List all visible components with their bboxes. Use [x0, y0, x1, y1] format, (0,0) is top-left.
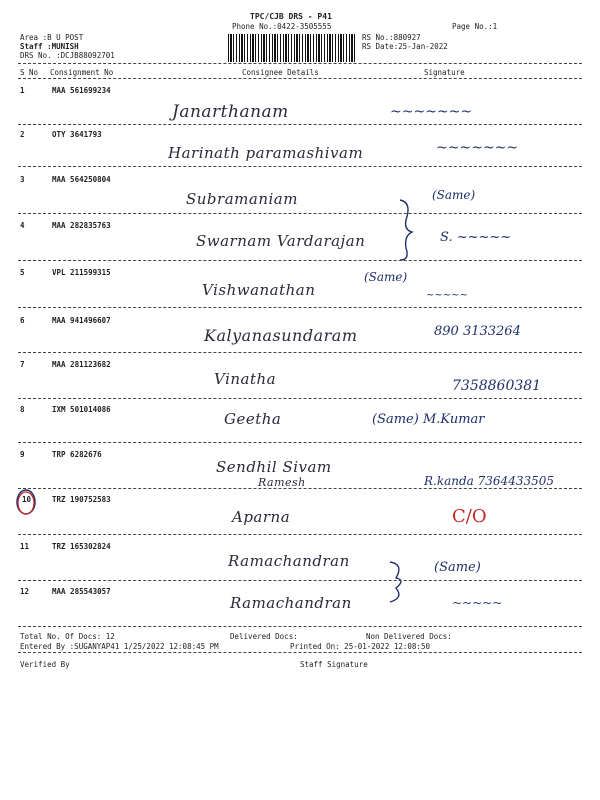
row-sno: 8: [20, 405, 25, 414]
consignee-name: Ramachandran: [228, 552, 350, 570]
divider: [18, 580, 582, 581]
row-sno: 1: [20, 86, 25, 95]
col-consignment: Consignment No: [50, 68, 114, 77]
bracket-mark: [386, 558, 416, 608]
row-sno: 9: [20, 450, 25, 459]
row-consignment: MAA 282835763: [52, 221, 111, 230]
consignee-name: Vishwanathan: [202, 281, 316, 299]
delivered-docs: Delivered Docs:: [230, 632, 298, 641]
row-sno: 4: [20, 221, 25, 230]
divider: [18, 166, 582, 167]
row-sno: 11: [20, 542, 30, 551]
consignee-name: Sendhil Sivam: [216, 458, 332, 476]
consignee-name: Vinatha: [214, 370, 277, 388]
row-sno: 3: [20, 175, 25, 184]
consignee-name: Geetha: [224, 410, 282, 428]
non-delivered-docs: Non Delivered Docs:: [366, 632, 452, 641]
printed-on: Printed On: 25-01-2022 12:08:50: [290, 642, 430, 651]
divider: [18, 352, 582, 353]
handwritten-note: Ramesh: [258, 476, 306, 489]
divider: [18, 398, 582, 399]
signature: C/O: [452, 506, 487, 527]
rs-number: RS No.:880927: [362, 33, 421, 42]
rs-date: RS Date:25-Jan-2022: [362, 42, 448, 51]
staff-signature: Staff Signature: [300, 660, 368, 669]
verified-by: Verified By: [20, 660, 70, 669]
page-number: Page No.:1: [452, 22, 498, 31]
row-consignment: IXM 501014086: [52, 405, 111, 414]
row-consignment: TRP 6282676: [52, 450, 102, 459]
phone-number: Phone No.:0422-3505555: [232, 22, 332, 31]
bracket-mark: [396, 194, 426, 264]
handwritten-note: ~~~~~: [426, 290, 468, 301]
consignee-name: Ramachandran: [230, 594, 352, 612]
row-sno: 5: [20, 268, 25, 277]
row-consignment: MAA 561699234: [52, 86, 111, 95]
divider: [18, 534, 582, 535]
row-consignment: VPL 211599315: [52, 268, 111, 277]
col-sno: S No: [20, 68, 39, 77]
divider: [18, 626, 582, 627]
area: Area :B U POST: [20, 33, 84, 42]
divider: [18, 307, 582, 308]
row-consignment: TRZ 190752583: [52, 495, 111, 504]
row-consignment: MAA 281123682: [52, 360, 111, 369]
drs-title: TPC/CJB DRS - P41: [250, 12, 332, 21]
consignee-name: Swarnam Vardarajan: [196, 232, 366, 250]
consignee-name: Harinath paramashivam: [168, 144, 364, 162]
signature: ~~~~~~~: [436, 140, 519, 156]
barcode-image: [228, 34, 356, 62]
drs-number: DRS No. :DCJB88092701: [20, 51, 115, 60]
entered-by: Entered By :SUGANYAP41 1/25/2022 12:08:45 PM: [20, 642, 219, 651]
signature: R.kanda 7364433505: [424, 474, 555, 488]
divider: [18, 63, 582, 64]
col-consignee: Consignee Details: [242, 68, 319, 77]
divider: [18, 652, 582, 653]
divider: [18, 124, 582, 125]
consignee-name: Subramaniam: [186, 190, 298, 208]
row-consignment: OTY 3641793: [52, 130, 102, 139]
total-docs: Total No. Of Docs: 12: [20, 632, 115, 641]
divider: [18, 488, 582, 489]
staff: Staff :MUNISH: [20, 42, 79, 51]
divider: [18, 442, 582, 443]
signature: 7358860381: [452, 378, 542, 394]
signature: 890 3133264: [434, 324, 521, 339]
signature: (Same): [432, 188, 476, 202]
col-signature: Signature: [424, 68, 465, 77]
signature: (Same): [434, 560, 481, 575]
row-sno: 6: [20, 316, 25, 325]
row-sno: 10: [22, 495, 32, 504]
signature: (Same): [364, 270, 408, 284]
consignee-name: Kalyanasundaram: [204, 326, 358, 345]
divider: [18, 260, 582, 261]
signature: S. ~~~~~: [440, 230, 512, 245]
signature: (Same) M.Kumar: [372, 412, 485, 427]
row-sno: 7: [20, 360, 25, 369]
signature: ~~~~~~~: [390, 104, 473, 120]
row-consignment: MAA 564250804: [52, 175, 111, 184]
row-sno: 2: [20, 130, 25, 139]
circle-mark: [14, 488, 38, 518]
row-consignment: MAA 941496607: [52, 316, 111, 325]
signature: ~~~~~: [452, 596, 503, 610]
divider: [18, 78, 582, 79]
divider: [18, 213, 582, 214]
row-consignment: TRZ 165302824: [52, 542, 111, 551]
consignee-name: Aparna: [232, 508, 291, 526]
consignee-name: Janarthanam: [172, 102, 289, 122]
row-sno: 12: [20, 587, 30, 596]
row-consignment: MAA 285543057: [52, 587, 111, 596]
